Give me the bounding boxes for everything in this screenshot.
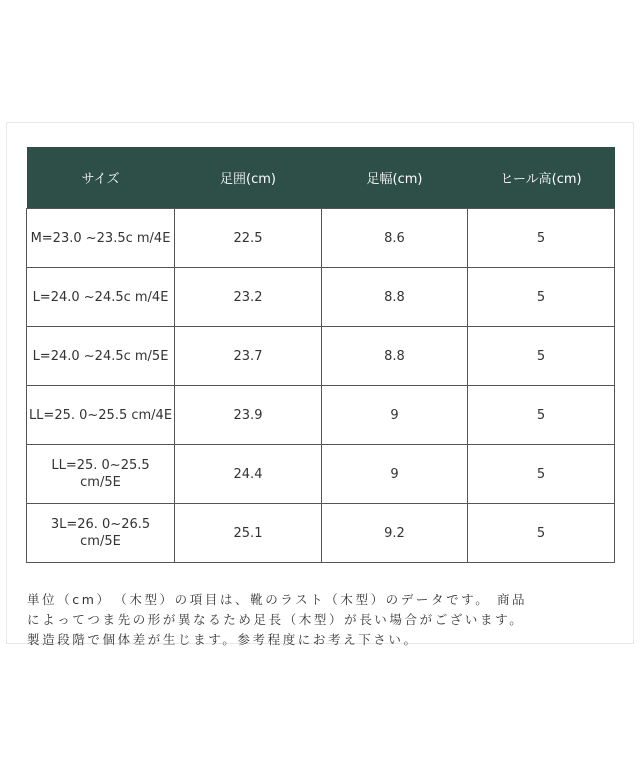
heel-height-cell: 5	[468, 268, 615, 327]
note-line: 単位（cm） （木型）の項目は、靴のラスト（木型）のデータです。 商品	[27, 592, 528, 607]
size-cell: LL=25. 0~25.5 cm/5E	[27, 445, 175, 504]
size-cell: L=24.0 ~24.5c m/4E	[27, 268, 175, 327]
size-cell: L=24.0 ~24.5c m/5E	[27, 327, 175, 386]
table-header-row	[27, 147, 615, 209]
foot-girth-cell: 22.5	[175, 209, 322, 268]
foot-width-cell: 8.8	[322, 327, 468, 386]
table-row	[27, 445, 615, 504]
size-note	[27, 590, 617, 650]
table-row	[27, 209, 615, 268]
header-foot-width: 足幅(cm)	[322, 147, 468, 209]
table-row	[27, 386, 615, 445]
foot-girth-cell: 23.2	[175, 268, 322, 327]
size-cell: M=23.0 ~23.5c m/4E	[27, 209, 175, 268]
foot-width-cell: 9.2	[322, 504, 468, 563]
header-size: サイズ	[27, 147, 175, 209]
header-heel-height: ヒール高(cm)	[468, 147, 615, 209]
header-foot-girth: 足囲(cm)	[175, 147, 322, 209]
size-cell: LL=25. 0~25.5 cm/4E	[27, 386, 175, 445]
heel-height-cell: 5	[468, 327, 615, 386]
heel-height-cell: 5	[468, 386, 615, 445]
foot-girth-cell: 23.7	[175, 327, 322, 386]
foot-width-cell: 9	[322, 445, 468, 504]
note-line: 製造段階で個体差が生じます。参考程度にお考え下さい。	[27, 632, 419, 647]
table-row	[27, 504, 615, 563]
foot-width-cell: 9	[322, 386, 468, 445]
table-row	[27, 327, 615, 386]
foot-girth-cell: 25.1	[175, 504, 322, 563]
foot-width-cell: 8.6	[322, 209, 468, 268]
foot-width-cell: 8.8	[322, 268, 468, 327]
size-chart-table	[26, 147, 615, 563]
note-line: によってつま先の形が異なるため足長（木型）が長い場合がございます。	[27, 612, 525, 627]
heel-height-cell: 5	[468, 209, 615, 268]
size-cell: 3L=26. 0~26.5 cm/5E	[27, 504, 175, 563]
foot-girth-cell: 23.9	[175, 386, 322, 445]
foot-girth-cell: 24.4	[175, 445, 322, 504]
heel-height-cell: 5	[468, 445, 615, 504]
table-row	[27, 268, 615, 327]
heel-height-cell: 5	[468, 504, 615, 563]
